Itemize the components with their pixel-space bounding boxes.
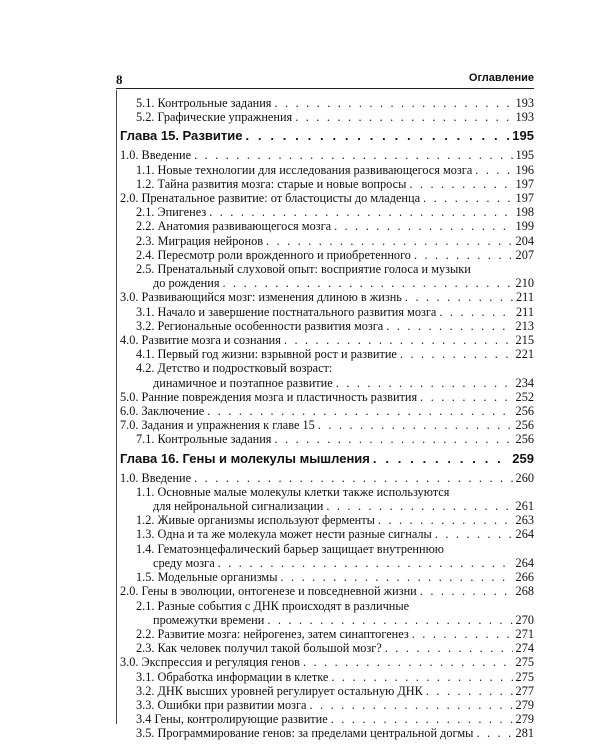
dot-leader — [476, 726, 512, 740]
toc-entry — [116, 347, 534, 361]
dot-leader — [336, 376, 513, 390]
table-of-contents — [116, 96, 534, 741]
toc-entry — [116, 418, 534, 432]
toc-entry-title: 3.1. Обработка информации в клетке — [136, 669, 329, 684]
toc-entry-title: 1.1. Основные малые молекулы клетки также используются — [136, 484, 450, 499]
dot-leader — [331, 670, 512, 684]
dot-leader — [331, 712, 513, 726]
toc-entry-title: Глава 15. Развитие — [120, 128, 243, 144]
toc-entry — [116, 96, 534, 110]
toc-page-number: 195 — [512, 128, 534, 144]
toc-page-number: 256 — [515, 432, 534, 447]
toc-entry — [116, 542, 534, 570]
toc-entry — [116, 361, 534, 389]
dot-leader — [405, 290, 513, 304]
header-rule — [116, 88, 534, 89]
toc-entry — [116, 219, 534, 233]
toc-page-number: 207 — [515, 247, 534, 262]
toc-entry — [116, 627, 534, 641]
toc-entry-title: 7.0. Задания и упражнения к главе 15 — [120, 418, 315, 433]
dot-leader — [385, 641, 513, 655]
dot-leader — [409, 177, 512, 191]
toc-entry — [116, 262, 534, 290]
toc-entry — [116, 513, 534, 527]
dot-leader — [378, 513, 513, 527]
toc-page-number: 264 — [515, 527, 534, 542]
dot-leader — [412, 627, 513, 641]
dot-leader — [207, 404, 512, 418]
toc-entry-title: 3.4 Гены, контролирующие развитие — [136, 712, 328, 727]
toc-entry-title: 5.1. Контрольные задания — [136, 96, 272, 110]
dot-leader — [194, 148, 512, 162]
toc-entry — [116, 248, 534, 262]
toc-entry — [116, 726, 534, 740]
toc-entry-title: 3.3. Ошибки при развитии мозга — [136, 697, 307, 712]
toc-entry — [116, 698, 534, 712]
toc-entry — [116, 319, 534, 333]
toc-entry-title: 4.1. Первый год жизни: взрывной рост и развитие — [136, 347, 397, 362]
toc-entry — [116, 641, 534, 655]
toc-entry-title: 2.3. Как человек получил такой большой мозг? — [136, 641, 382, 656]
toc-entry-title: 1.5. Модельные организмы — [136, 570, 278, 585]
dot-leader — [218, 556, 513, 570]
toc-entry-title: 2.2. Анатомия развивающегося мозга — [136, 219, 332, 234]
toc-page-number: 263 — [515, 513, 534, 528]
dot-leader — [426, 684, 513, 698]
toc-entry-title: 2.1. Разные события с ДНК происходят в различные — [136, 598, 410, 613]
dot-leader — [274, 432, 512, 446]
toc-page-number: 275 — [515, 669, 534, 684]
page-header — [116, 72, 534, 88]
toc-entry — [116, 599, 534, 627]
toc-entry-title: промежутки времени — [153, 612, 265, 627]
toc-page-number: 261 — [515, 499, 534, 514]
toc-page-number: 268 — [515, 584, 534, 599]
running-title: Оглавление — [468, 72, 534, 84]
toc-entry — [116, 163, 534, 177]
toc-entry-title: 1.2. Живые организмы используют ферменты — [136, 513, 375, 528]
dot-leader — [194, 471, 512, 485]
toc-entry-title: до рождения — [153, 276, 220, 291]
toc-entry-title: 1.2. Тайна развития мозга: старые и новые вопросы — [136, 176, 407, 191]
toc-entry — [116, 485, 534, 513]
toc-entry-title: 2.5. Пренатальный слуховой опыт: восприятие голоса и музыки — [136, 262, 471, 277]
toc-entry-title: 2.1. Эпигенез — [136, 205, 207, 220]
dot-leader — [309, 698, 512, 712]
dot-leader — [223, 276, 513, 290]
toc-entry-title: 1.3. Одна и та же молекула может нести разные сигналы — [136, 527, 432, 542]
dot-leader — [334, 219, 512, 233]
toc-page-number: 259 — [512, 450, 534, 466]
dot-leader — [420, 390, 512, 404]
toc-page-number: 256 — [515, 404, 534, 419]
toc-entry — [116, 712, 534, 726]
toc-entry — [116, 110, 534, 124]
toc-page-number: 277 — [515, 683, 534, 698]
toc-page-number: 210 — [515, 276, 534, 291]
dot-leader — [386, 319, 512, 333]
toc-entry — [116, 234, 534, 248]
toc-entry-title: 2.3. Миграция нейронов — [136, 233, 264, 248]
toc-entry — [116, 570, 534, 584]
toc-page-number: 279 — [515, 697, 534, 712]
dot-leader — [423, 191, 513, 205]
dot-leader — [420, 584, 513, 598]
toc-entry — [116, 148, 534, 162]
toc-page-number: 256 — [515, 418, 534, 433]
dot-leader — [267, 613, 512, 627]
dot-leader — [435, 527, 513, 541]
toc-page-number: 193 — [515, 96, 534, 110]
toc-entry — [116, 432, 534, 446]
toc-page-number: 275 — [515, 655, 534, 670]
toc-entry — [116, 404, 534, 418]
toc-entry — [116, 684, 534, 698]
toc-page-number: 211 — [516, 304, 534, 319]
toc-entry — [116, 527, 534, 541]
toc-entry-title: 4.2. Детство и подростковый возраст: — [136, 361, 333, 376]
toc-entry-title: Глава 16. Гены и молекулы мышления — [120, 450, 370, 466]
dot-leader — [414, 248, 513, 262]
toc-entry-title: 2.0. Гены в эволюции, онтогенезе и повседневной жизни — [120, 584, 417, 599]
dot-leader — [284, 333, 513, 347]
toc-entry-title: 5.2. Графические упражнения — [136, 110, 293, 125]
toc-entry-title: 2.2. Развитие мозга: нейрогенез, затем синаптогенез — [136, 626, 409, 641]
toc-entry — [116, 390, 534, 404]
dot-leader — [274, 96, 512, 110]
toc-page-number: 252 — [515, 389, 534, 404]
toc-entry-title: 3.0. Развивающийся мозг: изменения длиною в жизнь — [120, 290, 402, 305]
toc-entry — [116, 655, 534, 669]
toc-page-number: 274 — [515, 641, 534, 656]
toc-page-number: 193 — [515, 110, 534, 125]
toc-page-number: 195 — [515, 148, 534, 163]
dot-leader — [209, 205, 512, 219]
toc-entry-title: 1.4. Гематоэнцефалический барьер защищает внутреннюю — [136, 541, 444, 556]
toc-page-number: 221 — [515, 347, 534, 362]
toc-entry-title: 6.0. Заключение — [120, 404, 205, 419]
toc-entry-title: 2.0. Пренатальное развитие: от бластоцисты до младенца — [120, 191, 421, 206]
toc-entry — [116, 205, 534, 219]
dot-leader — [439, 305, 513, 319]
toc-entry-title: 7.1. Контрольные задания — [136, 432, 272, 447]
toc-entry — [116, 305, 534, 319]
toc-page-number: 197 — [515, 176, 534, 191]
toc-page-number: 270 — [515, 612, 534, 627]
dot-leader — [318, 418, 513, 432]
toc-entry-title: 3.1. Начало и завершение постнатального развития мозга — [136, 304, 437, 319]
toc-entry-title: динамичное и поэтапное развитие — [153, 375, 333, 390]
toc-entry — [116, 333, 534, 347]
toc-entry-title: 1.1. Новые технологии для исследования развивающегося мозга — [136, 162, 473, 177]
toc-entry-title: 3.2. ДНК высших уровней регулирует остальную ДНК — [136, 683, 423, 698]
toc-page-number: 266 — [515, 570, 534, 585]
toc-entry-title: 4.0. Развитие мозга и сознания — [120, 333, 281, 348]
dot-leader — [280, 570, 512, 584]
toc-page-number: 234 — [515, 375, 534, 390]
toc-entry-title: 3.5. Программирование генов: за пределами центральной догмы — [136, 726, 474, 741]
toc-page-number: 279 — [515, 712, 534, 727]
toc-entry-title: 3.0. Экспрессия и регуляция генов — [120, 655, 300, 670]
toc-page-number: 281 — [515, 726, 534, 741]
dot-leader — [295, 110, 512, 124]
dot-leader — [266, 234, 513, 248]
dot-leader — [303, 655, 513, 669]
toc-entry-title: 2.4. Пересмотр роли врожденного и приобретенного — [136, 247, 411, 262]
page-number: 8 — [116, 72, 123, 87]
toc-page-number: 197 — [515, 191, 534, 206]
toc-page-number: 198 — [515, 205, 534, 220]
toc-page-number: 264 — [515, 555, 534, 570]
toc-page-number: 199 — [515, 219, 534, 234]
toc-page-number: 211 — [516, 290, 534, 305]
toc-entry-title: 3.2. Региональные особенности развития мозга — [136, 318, 384, 333]
toc-entry-title: 1.0. Введение — [120, 148, 192, 163]
toc-chapter — [116, 126, 534, 146]
toc-page-number: 260 — [515, 470, 534, 485]
toc-page-number: 204 — [515, 233, 534, 248]
toc-entry — [116, 471, 534, 485]
toc-page-number: 196 — [515, 162, 534, 177]
toc-chapter — [116, 449, 534, 469]
dot-leader — [373, 449, 509, 469]
toc-entry — [116, 584, 534, 598]
toc-entry — [116, 191, 534, 205]
dot-leader — [400, 347, 513, 361]
toc-page-number: 215 — [515, 333, 534, 348]
dot-leader — [245, 126, 509, 146]
toc-entry-title: 5.0. Ранние повреждения мозга и пластичность развития — [120, 389, 418, 404]
dot-leader — [475, 163, 512, 177]
dot-leader — [326, 499, 512, 513]
toc-entry-title: 1.0. Введение — [120, 470, 192, 485]
toc-entry — [116, 670, 534, 684]
toc-entry-title: среду мозга — [153, 555, 215, 570]
toc-entry — [116, 177, 534, 191]
toc-entry-title: для нейрональной сигнализации — [153, 499, 324, 514]
toc-page-number: 271 — [515, 626, 534, 641]
toc-entry — [116, 290, 534, 304]
toc-page-number: 213 — [515, 318, 534, 333]
